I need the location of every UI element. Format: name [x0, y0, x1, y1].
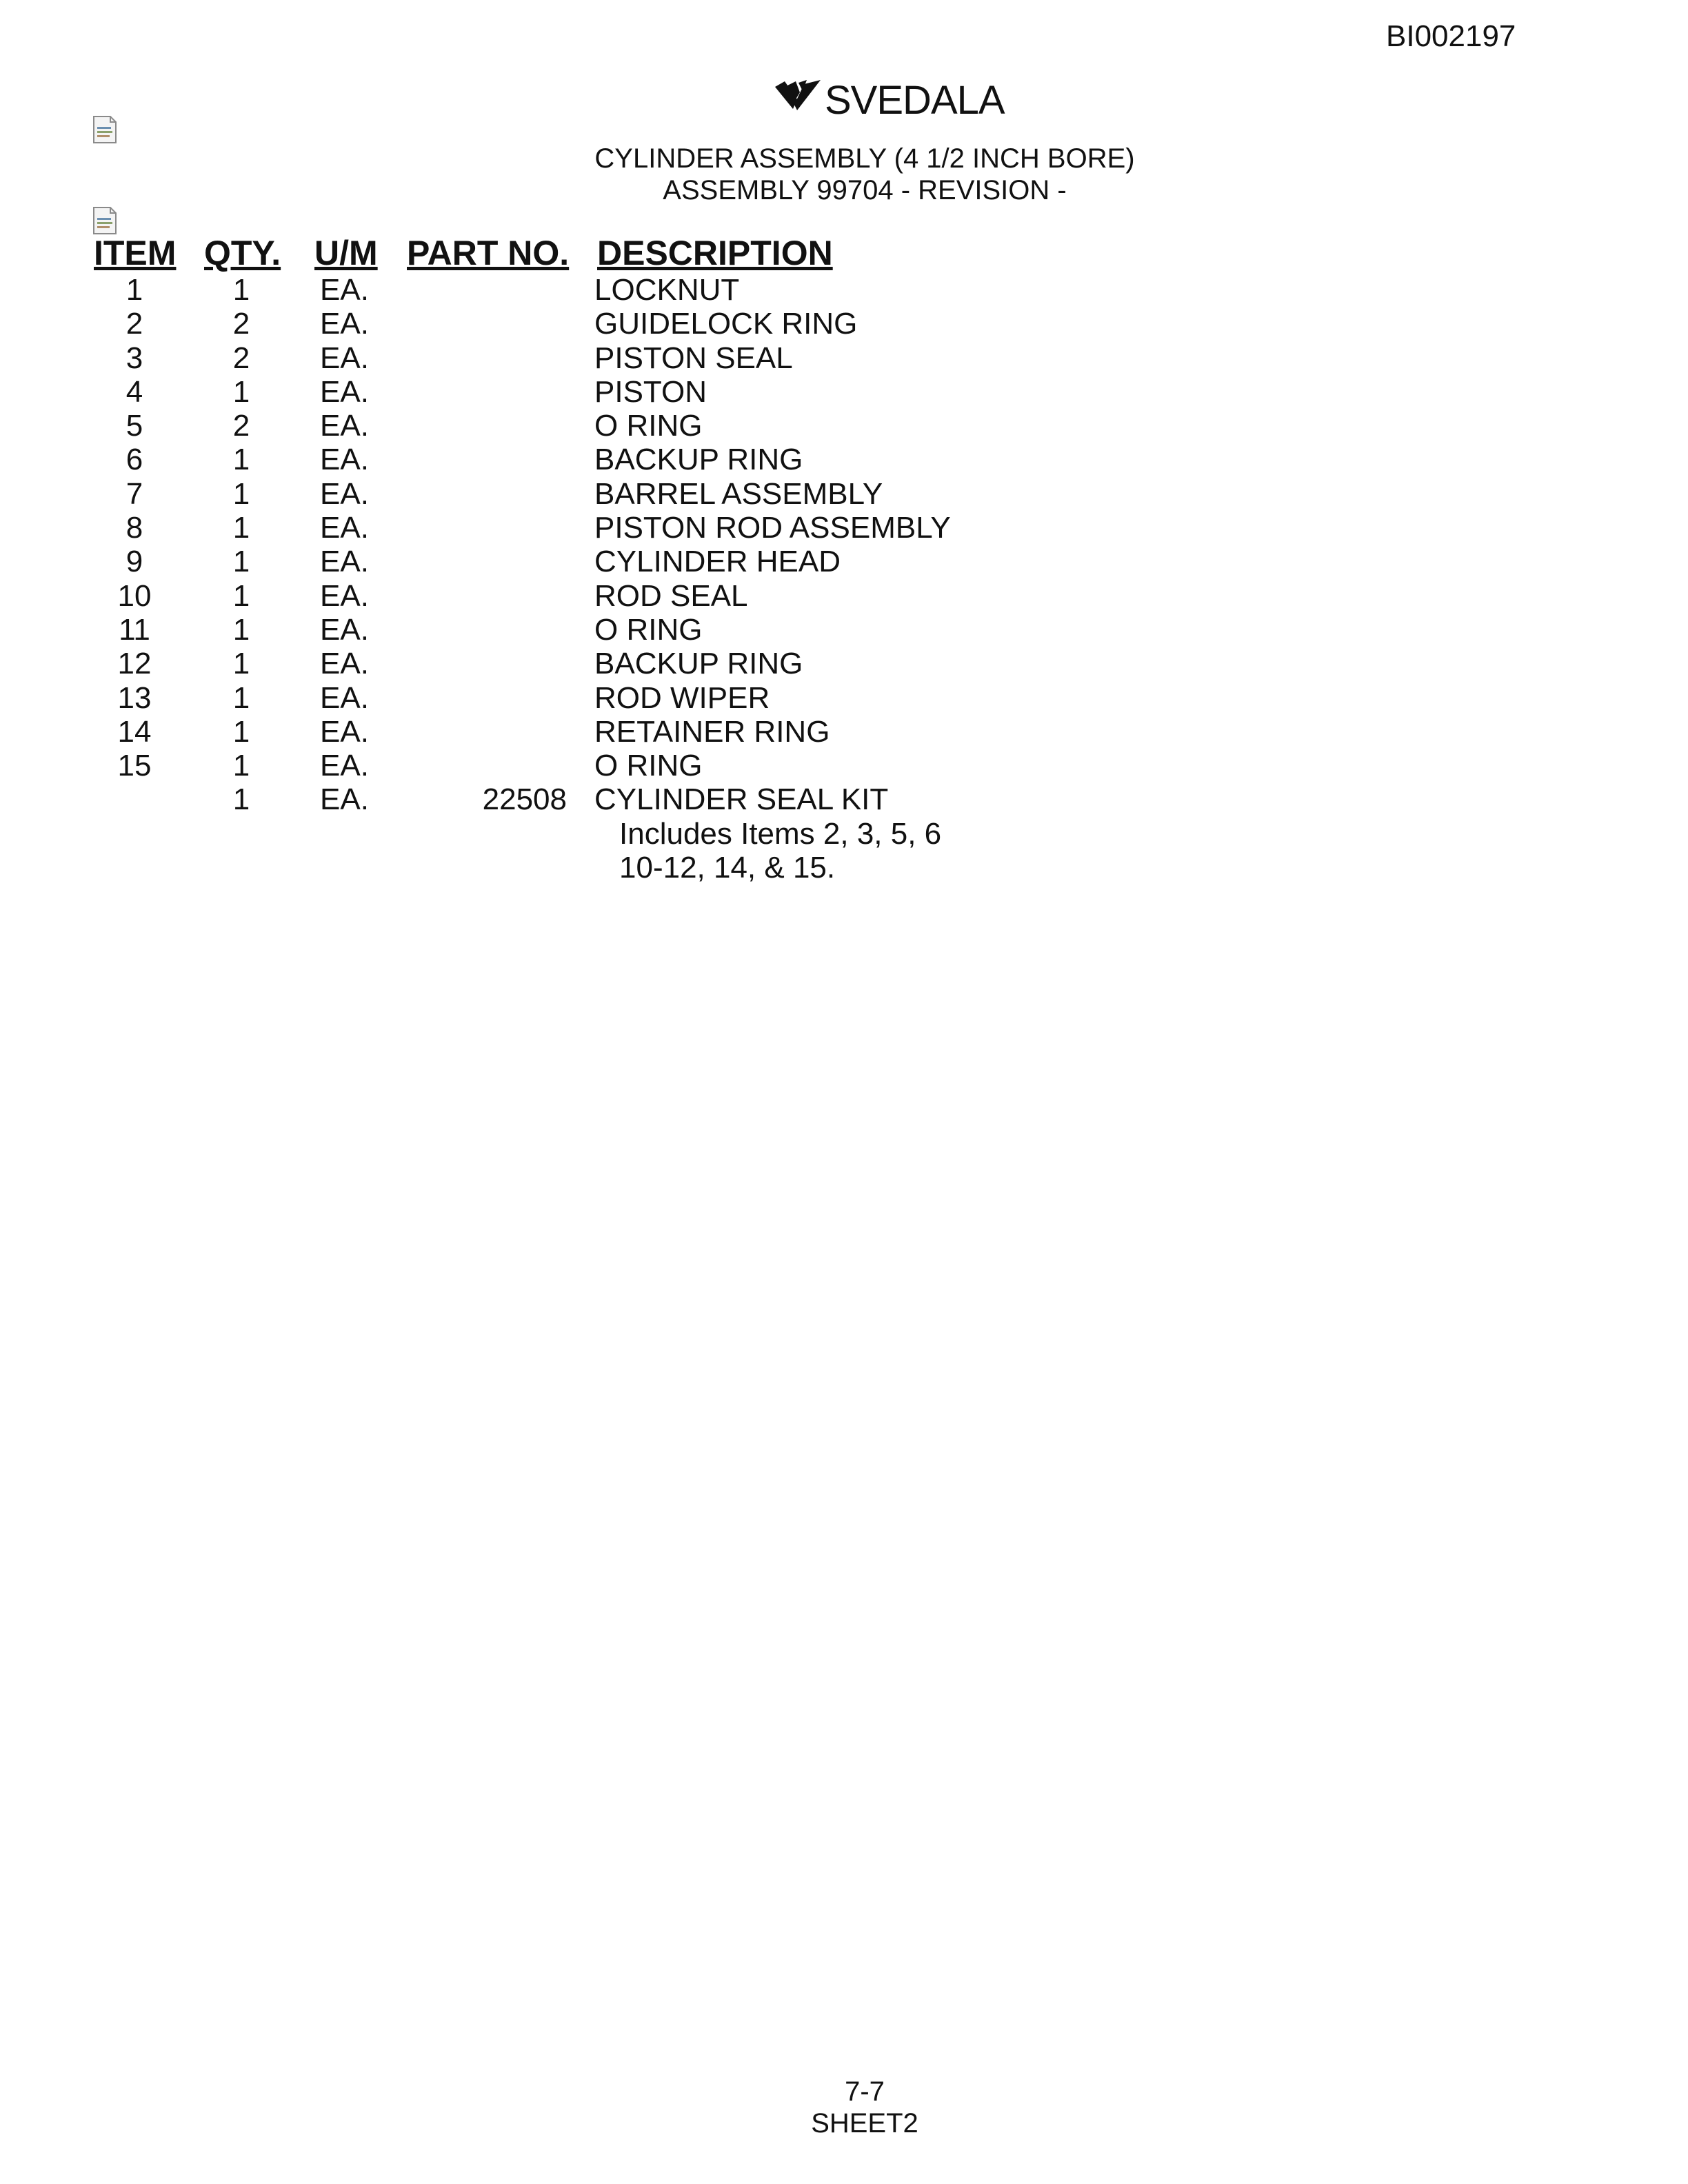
svedala-logo-icon: [772, 79, 822, 114]
table-row: 14 1 EA. RETAINER RING: [117, 714, 830, 749]
table-row: 12 1 EA. BACKUP RING: [117, 647, 803, 681]
kit-note-line: 10-12, 14, & 15.: [619, 851, 836, 885]
sheet-label: SHEET2: [811, 2108, 918, 2138]
table-row: 6 1 EA. BACKUP RING: [125, 443, 803, 477]
column-header-part-no: PART NO.: [407, 234, 570, 272]
table-row: 2 2 EA. GUIDELOCK RING: [125, 307, 858, 341]
column-header-item: ITEM: [94, 234, 177, 272]
logo-text: SVEDALA: [825, 78, 1005, 123]
doc-id: BI002197: [1386, 19, 1516, 53]
parts-table: [0, 273, 1688, 884]
table-row: 8 1 EA. PISTON ROD ASSEMBLY: [125, 511, 951, 545]
table-row: 7 1 EA. BARREL ASSEMBLY: [125, 476, 883, 511]
assembly-subtitle: ASSEMBLY 99704 - REVISION -: [663, 175, 1067, 205]
table-row: 9 1 EA. CYLINDER HEAD: [125, 545, 841, 579]
logo: [772, 72, 1005, 127]
kit-note-line: Includes Items 2, 3, 5, 6: [619, 816, 942, 851]
table-row: 10 1 EA. ROD SEAL: [117, 578, 748, 613]
assembly-title: CYLINDER ASSEMBLY (4 1/2 INCH BORE): [594, 143, 1135, 174]
column-header-description: DESCRIPTION: [597, 234, 833, 272]
table-row: 13 1 EA. ROD WIPER: [117, 680, 770, 715]
table-row: 1 1 EA. LOCKNUT: [125, 273, 740, 307]
table-row: 1 EA. 22508 CYLINDER SEAL KIT: [232, 782, 889, 817]
table-row: 3 2 EA. PISTON SEAL: [125, 341, 793, 375]
document-icon: [90, 114, 120, 145]
column-header-um: U/M: [314, 234, 378, 272]
table-row: 15 1 EA. O RING: [117, 749, 703, 783]
table-row: 5 2 EA. O RING: [125, 409, 703, 443]
table-row: 11 1 EA. O RING: [119, 612, 703, 647]
table-row: 4 1 EA. PISTON: [125, 374, 707, 409]
column-header-qty: QTY.: [204, 234, 281, 272]
page-number: 7-7: [845, 2076, 885, 2107]
document-icon: [90, 205, 120, 236]
